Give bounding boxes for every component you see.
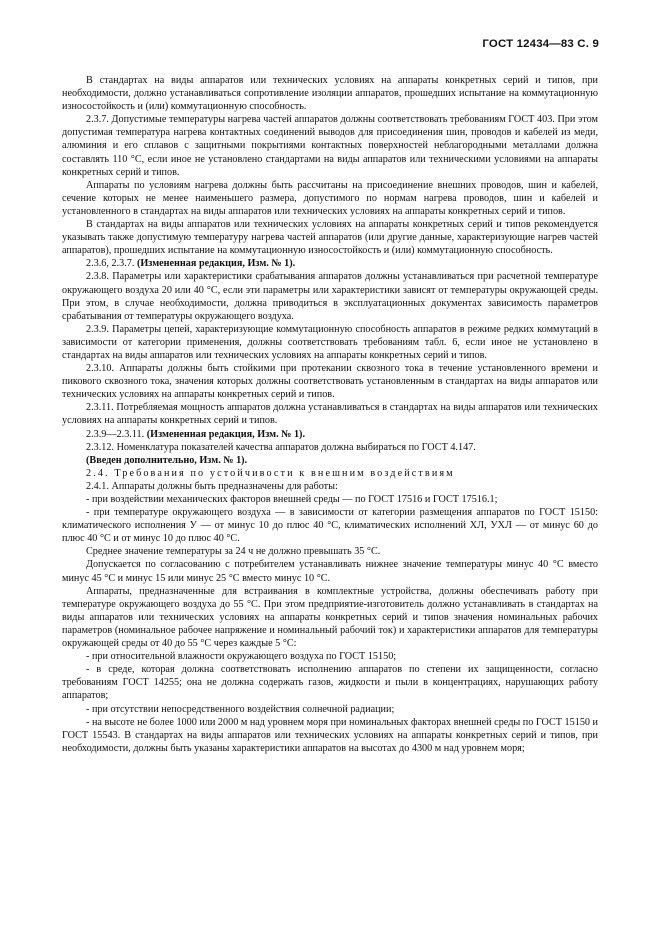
paragraph: 2.4.1. Аппараты должны быть предназначены для работы: [86,480,338,492]
list-item: - при относительной влажности окружающего воздуха по ГОСТ 15150; [86,651,397,663]
paragraph: 2.3.12. Номенклатура показателей качества аппаратов должна выбираться по ГОСТ 4.147. [86,441,476,453]
paragraph: 2.3.10. Аппараты должны быть стойкими при протекании сквозного тока в течение установленного времени и пикового сквозного тока, значения которых должны соответствовать установленным в стандартах на виды аппаратов или технических условиях на аппараты конкретных серий и типов. [62,363,598,401]
list-item: - на высоте не более 1000 или 2000 м над уровнем моря при номинальных факторах внешней среды по ГОСТ 15150 и ГОСТ 15543. В стандартах на виды аппаратов или технических условиях на аппараты конкретных серий и типов, при необходимости, должны быть указаны характеристики аппаратов на высотах до 4300 м над уровнем моря; [62,716,599,754]
paragraph: 2.3.7. Допустимые температуры нагрева частей аппаратов должны соответствовать требованиям ГОСТ 403. При этом допустимая температура нагрева контактных соединений выводов для присоединения шин, проводов и кабелей из меди, алюминия и его сплавов с защитными покрытиями контактных поверхностей неблагородными металлами должна составлять 110 °С, если иное не установлено стандартами на виды аппаратов или техническими условиями на аппараты конкретных серий и типов. [62,114,598,178]
list-item: - при отсутствии непосредственного воздействия солнечной радиации; [86,703,395,715]
paragraph: 2.3.11. Потребляемая мощность аппаратов должна устанавливаться в стандартах на виды аппаратов или технических условиях на аппараты конкретных серий и типов. [62,402,598,427]
paragraph: Аппараты по условиям нагрева должны быть рассчитаны на присоединение внешних проводов, шин и кабелей, сечение которых не менее наименьшего размера, допустимого по нормам нагрева проводов, шин и кабелей и установленного в стандартах на виды аппаратов или технических условиях на аппараты конкретных серий и типов. [62,179,598,217]
page-header: ГОСТ 12434—83 С. 9 [482,38,599,50]
list-item: - при температуре окружающего воздуха — в зависимости от категории размещения аппаратов по ГОСТ 15150: климатического исполнения У — от минус 10 до плюс 40 °С, климатических исполнений ХЛ, УХЛ — от минус 60 до плюс 40 °С и от минус 10 до плюс 40 °С. [62,507,598,545]
paragraph: 2.3.8. Параметры или характеристики срабатывания аппаратов должны устанавливаться при расчетной температуре окружающего воздуха 20 или 40 °С, если эти параметры или характеристики зависят от температуры окружающей среды. При этом, в случае необходимости, должна приводиться в эксплуатационных документах зависимость параметров срабатывания от температуры окружающего воздуха. [62,271,598,322]
amendment-note: 2.3.6, 2.3.7. (Измененная редакция, Изм. № 1). [86,258,296,270]
amendment-note: (Введен дополнительно, Изм. № 1). [86,454,248,466]
paragraph: В стандартах на виды аппаратов или технических условиях на аппараты конкретных серий и типов рекомендуется указывать также допустимую температуру нагрева частей аппаратов (или другие данные, характеризующие нагрев частей аппаратов), прошедших испытание на коммутационную износостойкость и (или) коммутационную способность. [62,219,598,257]
paragraph: В стандартах на виды аппаратов или технических условиях на аппараты конкретных серий и типов, при необходимости, должно устанавливаться сопротивление изоляции аппаратов, прошедших испытание на коммутационную износостойкость и (или) коммутационную способность. [62,75,598,113]
document-body [62,74,598,755]
section-heading: 2.4. Требования по устойчивости к внешним воздействиям [86,467,455,479]
amendment-note: 2.3.9—2.3.11. (Измененная редакция, Изм. № 1). [86,428,305,440]
list-item: - при воздействии механических факторов внешней среды — по ГОСТ 17516 и ГОСТ 17516.1; [86,494,498,505]
paragraph: Допускается по согласованию с потребителем устанавливать нижнее значение температуры минус 40 °С вместо минус 45 °С и минус 15 или минус 25 °С вместо минус 10 °С. [62,559,598,584]
paragraph: Среднее значение температуры за 24 ч не должно превышать 35 °С. [86,546,381,558]
paragraph: 2.3.9. Параметры цепей, характеризующие коммутационную способность аппаратов в режиме редких коммутаций в зависимости от категории применения, должны соответствовать требованиям табл. 6, если иное не установлено в стандартах на виды аппаратов или технических условиях на аппараты конкретных серий и типов. [62,323,598,361]
paragraph: Аппараты, предназначенные для встраивания в комплектные устройства, должны обеспечивать работу при температуре окружающего воздуха до 55 °С. При этом предприятие-изготовитель должно устанавливать в стандартах на виды аппаратов или технических условиях на аппараты конкретных серий и типов значения номинальных рабочих параметров (номинальное рабочее напряжение и номинальный рабочий ток) и характеристики аппаратов для температуры окружающей среды от 40 до 55 °С через каждые 5 °С: [62,585,598,650]
list-item: - в среде, которая должна соответствовать исполнению аппаратов по степени их защищенности, согласно требованиям ГОСТ 14255; она не должна содержать газов, жидкости и пыли в концентрациях, нарушающих работу аппаратов; [62,664,598,702]
